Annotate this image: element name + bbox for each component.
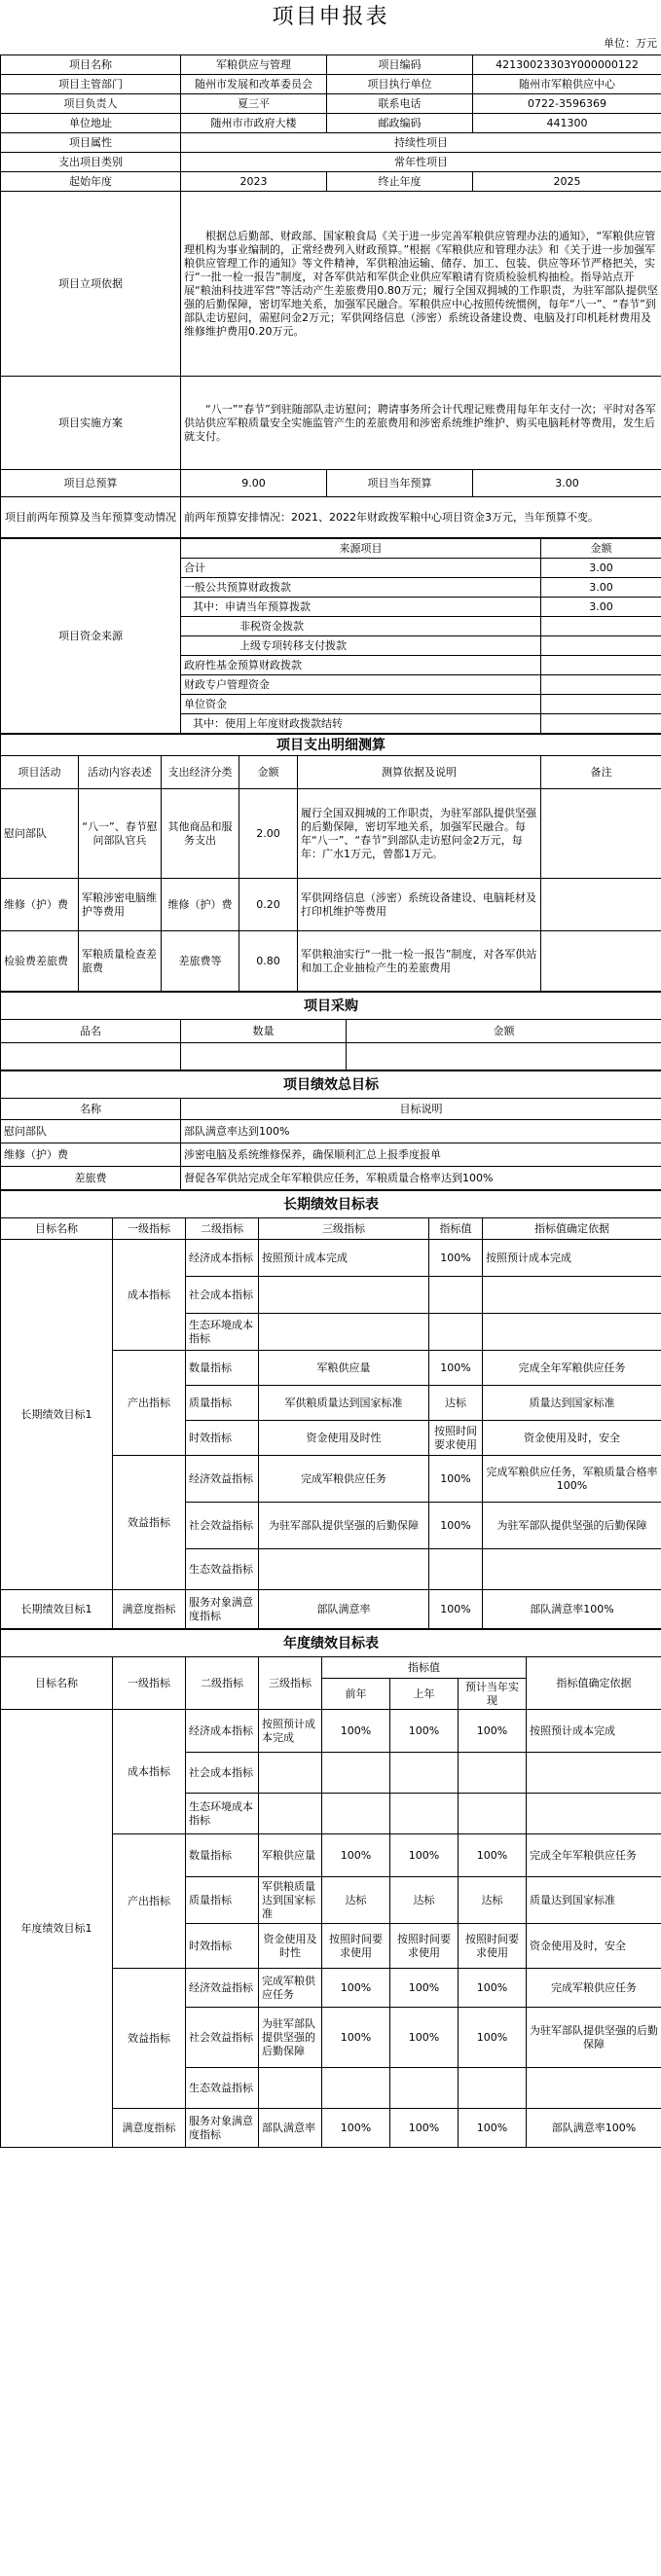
level3-indicator: 为驻军部队提供坚强的后勤保障 xyxy=(259,1503,429,1549)
table-row xyxy=(1,94,661,114)
section-title: 长期绩效目标表 xyxy=(1,1191,661,1218)
level2-indicator: 服务对象满意度指标 xyxy=(186,2109,259,2148)
expense-activity: 检验费差旅费 xyxy=(1,931,79,992)
fund-amount xyxy=(541,714,661,734)
level2-indicator: 时效指标 xyxy=(186,1924,259,1969)
indicator-value: 100% xyxy=(429,1456,483,1503)
expense-desc: 军粮质量检查差旅费 xyxy=(79,931,162,992)
value-cell: 2023 xyxy=(181,172,327,192)
level1-indicator: 产出指标 xyxy=(113,1351,186,1456)
section-title: 项目绩效总目标 xyxy=(1,1071,661,1099)
fund-source: 非税资金拨款 xyxy=(181,617,541,636)
plan-text: “八一”“春节”到驻随部队走访慰问；聘请事务所会计代理记账费用每年年支付一次；平时对各军供站供应军粮质量安全实施监管产生的差旅费用和涉密系统维护维护、购买电脑耗材等费用，发生后就支付。 xyxy=(181,377,661,470)
fund-source: 合计 xyxy=(181,559,541,578)
level2-indicator: 社会效益指标 xyxy=(186,2008,259,2068)
fund-amount xyxy=(541,617,661,636)
table-row xyxy=(1,1143,661,1167)
expense-amount: 0.20 xyxy=(239,879,298,931)
level3-indicator: 完成军粮供应任务 xyxy=(259,1456,429,1503)
fund-source: 一般公共预算财政拨款 xyxy=(181,578,541,598)
level2-indicator: 社会成本指标 xyxy=(186,1277,259,1314)
table-row xyxy=(1,55,661,75)
fund-amount xyxy=(541,695,661,714)
expense-amount: 2.00 xyxy=(239,789,298,879)
column-header: 活动内容表述 xyxy=(79,756,162,789)
level2-indicator: 社会成本指标 xyxy=(186,1753,259,1794)
goal-name: 维修（护）费 xyxy=(1,1143,181,1167)
level3-indicator xyxy=(259,1549,429,1590)
section-title: 项目支出明细测算 xyxy=(1,735,661,756)
label-cell: 联系电话 xyxy=(327,94,473,114)
table-row xyxy=(1,993,661,1020)
label-cell: 项目执行单位 xyxy=(327,75,473,94)
column-header: 一级指标 xyxy=(113,1218,186,1240)
indicator-basis: 质量达到国家标准 xyxy=(527,1877,661,1924)
column-header: 指标值 xyxy=(429,1218,483,1240)
long-term-table xyxy=(0,1190,661,1629)
level2-indicator: 经济效益指标 xyxy=(186,1969,259,2008)
expense-activity: 慰问部队 xyxy=(1,789,79,879)
column-header: 金额 xyxy=(541,539,661,559)
table-row xyxy=(1,1218,661,1240)
fund-source: 单位资金 xyxy=(181,695,541,714)
label-cell: 项目主管部门 xyxy=(1,75,181,94)
expense-table xyxy=(0,734,661,992)
level3-indicator: 军粮供应量 xyxy=(259,1351,429,1386)
level1-indicator: 成本指标 xyxy=(113,1710,186,1834)
column-header: 来源项目 xyxy=(181,539,541,559)
purchase-cell xyxy=(181,1043,347,1070)
level1-indicator: 成本指标 xyxy=(113,1240,186,1351)
level2-indicator: 数量指标 xyxy=(186,1834,259,1877)
label-cell: 项目总预算 xyxy=(1,470,181,497)
prev1-value: 达标 xyxy=(390,1877,459,1924)
table-row xyxy=(1,497,661,538)
indicator-value: 100% xyxy=(429,1351,483,1386)
table-row xyxy=(1,470,661,497)
prev2-value xyxy=(322,1753,390,1794)
expense-desc: “八一”、春节慰问部队官兵 xyxy=(79,789,162,879)
indicator-basis: 完成军粮供应任务，军粮质量合格率100% xyxy=(483,1456,661,1503)
page-title: 项目申报表 xyxy=(272,5,389,29)
current-value xyxy=(459,2068,527,2109)
goal-desc: 督促各军供站完成全年军粮供应任务，军粮质量合格率达到100% xyxy=(181,1167,661,1190)
indicator-basis: 完成军粮供应任务 xyxy=(527,1969,661,2008)
label-cell: 项目前两年预算及当年预算变动情况 xyxy=(1,497,181,538)
column-header: 测算依据及说明 xyxy=(298,756,541,789)
level3-indicator: 部队满意率 xyxy=(259,1590,429,1629)
level3-indicator xyxy=(259,1794,322,1834)
table-row xyxy=(1,1240,661,1277)
expense-desc: 军粮涉密电脑维护等费用 xyxy=(79,879,162,931)
expense-note xyxy=(541,789,661,879)
prev1-value xyxy=(390,2068,459,2109)
column-header: 一级指标 xyxy=(113,1657,186,1710)
level3-indicator xyxy=(259,2068,322,2109)
fund-amount xyxy=(541,675,661,695)
value-cell: 441300 xyxy=(473,114,661,133)
prev1-value xyxy=(390,1753,459,1794)
section-title: 项目采购 xyxy=(1,993,661,1020)
current-value: 100% xyxy=(459,1834,527,1877)
table-row xyxy=(1,1657,661,1679)
table-row xyxy=(1,931,661,992)
table-row xyxy=(1,1590,661,1629)
column-header: 备注 xyxy=(541,756,661,789)
level2-indicator: 经济成本指标 xyxy=(186,1240,259,1277)
value-cell: 随州市军粮供应中心 xyxy=(473,75,661,94)
label-cell: 支出项目类别 xyxy=(1,153,181,172)
table-row xyxy=(1,114,661,133)
column-header: 品名 xyxy=(1,1020,181,1043)
column-header: 金额 xyxy=(347,1020,661,1043)
indicator-value: 达标 xyxy=(429,1386,483,1421)
goal-name: 慰问部队 xyxy=(1,1120,181,1143)
table-row xyxy=(1,1099,661,1120)
goal-table xyxy=(0,1070,661,1190)
label-cell: 项目属性 xyxy=(1,133,181,153)
purchase-cell xyxy=(1,1043,181,1070)
fund-amount: 3.00 xyxy=(541,598,661,617)
table-row xyxy=(1,377,661,470)
column-header: 三级指标 xyxy=(259,1218,429,1240)
level2-indicator: 生态效益指标 xyxy=(186,2068,259,2109)
current-value: 100% xyxy=(459,2008,527,2068)
annual-table xyxy=(0,1629,661,2148)
indicator-basis: 部队满意率100% xyxy=(527,2109,661,2148)
fund-amount: 3.00 xyxy=(541,559,661,578)
expense-amount: 0.80 xyxy=(239,931,298,992)
expense-basis: 履行全国双拥城的工作职责，为驻军部队提供坚强的后勤保障，密切军地关系，加强军民融合。每年“八一”、“春节”到部队走访慰问金2万元，每年：广水1万元，曾都1万元。 xyxy=(298,789,541,879)
level1-indicator: 效益指标 xyxy=(113,1969,186,2109)
indicator-basis: 完成全年军粮供应任务 xyxy=(527,1834,661,1877)
prev2-value xyxy=(322,1794,390,1834)
goal-name: 差旅费 xyxy=(1,1167,181,1190)
level3-indicator: 完成军粮供应任务 xyxy=(259,1969,322,2008)
column-header: 指标值确定依据 xyxy=(483,1218,661,1240)
table-row xyxy=(1,789,661,879)
fund-source: 其中：申请当年预算拨款 xyxy=(181,598,541,617)
level2-indicator: 经济成本指标 xyxy=(186,1710,259,1753)
column-header: 指标值 xyxy=(322,1657,527,1679)
indicator-value xyxy=(429,1277,483,1314)
level3-indicator: 按照预计成本完成 xyxy=(259,1710,322,1753)
column-header: 目标说明 xyxy=(181,1099,661,1120)
table-row xyxy=(1,1630,661,1657)
level2-indicator: 生态环境成本指标 xyxy=(186,1794,259,1834)
level3-indicator xyxy=(259,1314,429,1351)
level3-indicator xyxy=(259,1753,322,1794)
level2-indicator: 质量指标 xyxy=(186,1386,259,1421)
prev2-value xyxy=(322,2068,390,2109)
level3-indicator: 按照预计成本完成 xyxy=(259,1240,429,1277)
level3-indicator: 军粮供应量 xyxy=(259,1834,322,1877)
expense-basis: 军供网络信息（涉密）系统设备建设、电脑耗材及打印机维护等费用 xyxy=(298,879,541,931)
level3-indicator: 军供粮质量达到国家标准 xyxy=(259,1386,429,1421)
level2-indicator: 生态效益指标 xyxy=(186,1549,259,1590)
label-cell: 单位地址 xyxy=(1,114,181,133)
table-row xyxy=(1,756,661,789)
prev1-value: 100% xyxy=(390,1969,459,2008)
fund-amount xyxy=(541,656,661,675)
basic-info-table xyxy=(0,54,661,538)
indicator-basis: 资金使用及时，安全 xyxy=(527,1924,661,1969)
column-header: 支出经济分类 xyxy=(162,756,239,789)
basis-text: 根据总后勤部、财政部、国家粮食局《关于进一步完善军粮供应管理办法的通知》，“军粮供应管理机构为事业编制的，正常经费列入财政预算。”根据《军粮供应和管理办法》和《关于进一步加强军粮供应管理工作的通知》等文件精神，军供粮油运输、储存、加工、包装、供应等环节严格把关，实行“一批一检一报告”制度，对各军供站和军供企业供应军粮请有资质检验机构抽检。指导站点开展“粮油科技进军营”等活动产生差旅费用0.80万元；履行全国双拥城的工作职责，为驻军部队提供坚强的后勤保障，密切军地关系，加强军民融合。军粮供应中心按照传统惯例，每年“八一”、“春节”到部队走访慰问，需慰问金2万元；军供网络信息（涉密）系统设备建设费、电脑及打印机耗材费用及维修维护费用0.20万元。 xyxy=(181,192,661,377)
label-cell: 终止年度 xyxy=(327,172,473,192)
level2-indicator: 社会效益指标 xyxy=(186,1503,259,1549)
current-value xyxy=(459,1794,527,1834)
label-cell: 起始年度 xyxy=(1,172,181,192)
level1-indicator: 满意度指标 xyxy=(113,2109,186,2148)
prev1-value: 100% xyxy=(390,1710,459,1753)
table-row xyxy=(1,1710,661,1753)
column-header: 名称 xyxy=(1,1099,181,1120)
column-header: 预计当年实现 xyxy=(459,1679,527,1710)
level3-indicator: 为驻军部队提供坚强的后勤保障 xyxy=(259,2008,322,2068)
indicator-basis xyxy=(527,1753,661,1794)
level1-indicator: 效益指标 xyxy=(113,1456,186,1590)
label-cell: 邮政编码 xyxy=(327,114,473,133)
column-header: 二级指标 xyxy=(186,1218,259,1240)
expense-note xyxy=(541,879,661,931)
indicator-basis xyxy=(483,1277,661,1314)
prev2-value: 100% xyxy=(322,1834,390,1877)
target-name: 长期绩效目标1 xyxy=(1,1240,113,1590)
current-value xyxy=(459,1753,527,1794)
level1-indicator: 产出指标 xyxy=(113,1834,186,1969)
level2-indicator: 数量指标 xyxy=(186,1351,259,1386)
current-value: 100% xyxy=(459,1969,527,2008)
label-cell: 项目资金来源 xyxy=(1,539,181,734)
value-cell: 2025 xyxy=(473,172,661,192)
indicator-basis: 为驻军部队提供坚强的后勤保障 xyxy=(527,2008,661,2068)
table-row xyxy=(1,172,661,192)
table-row xyxy=(1,1120,661,1143)
section-title: 年度绩效目标表 xyxy=(1,1630,661,1657)
indicator-basis xyxy=(527,2068,661,2109)
column-header: 二级指标 xyxy=(186,1657,259,1710)
level3-indicator: 部队满意率 xyxy=(259,2109,322,2148)
label-cell: 项目负责人 xyxy=(1,94,181,114)
column-header: 数量 xyxy=(181,1020,347,1043)
expense-class: 差旅费等 xyxy=(162,931,239,992)
indicator-basis xyxy=(483,1314,661,1351)
column-header: 三级指标 xyxy=(259,1657,322,1710)
table-row xyxy=(1,153,661,172)
column-header: 目标名称 xyxy=(1,1657,113,1710)
label-cell: 项目立项依据 xyxy=(1,192,181,377)
prev1-value: 按照时间要求使用 xyxy=(390,1924,459,1969)
prev2-value: 100% xyxy=(322,1710,390,1753)
value-cell: 持续性项目 xyxy=(181,133,661,153)
indicator-basis xyxy=(527,1794,661,1834)
prev1-value xyxy=(390,1794,459,1834)
expense-class: 其他商品和服务支出 xyxy=(162,789,239,879)
column-header: 目标名称 xyxy=(1,1218,113,1240)
target-name: 长期绩效目标1 xyxy=(1,1590,113,1629)
expense-note xyxy=(541,931,661,992)
indicator-basis: 按照预计成本完成 xyxy=(483,1240,661,1277)
table-row xyxy=(1,539,661,559)
target-name: 年度绩效目标1 xyxy=(1,1710,113,2148)
indicator-value: 100% xyxy=(429,1590,483,1629)
level2-indicator: 生态环境成本指标 xyxy=(186,1314,259,1351)
value-cell: 9.00 xyxy=(181,470,327,497)
prev2-value: 100% xyxy=(322,2008,390,2068)
indicator-basis: 为驻军部队提供坚强的后勤保障 xyxy=(483,1503,661,1549)
expense-class: 维修（护）费 xyxy=(162,879,239,931)
current-value: 100% xyxy=(459,2109,527,2148)
goal-desc: 涉密电脑及系统维修保养，确保顺利汇总上报季度报单 xyxy=(181,1143,661,1167)
table-row xyxy=(1,1191,661,1218)
current-value: 按照时间要求使用 xyxy=(459,1924,527,1969)
level3-indicator xyxy=(259,1277,429,1314)
level3-indicator: 资金使用及时性 xyxy=(259,1924,322,1969)
column-header: 前年 xyxy=(322,1679,390,1710)
table-row xyxy=(1,75,661,94)
column-header: 指标值确定依据 xyxy=(527,1657,661,1710)
indicator-value: 100% xyxy=(429,1503,483,1549)
value-cell: 夏三平 xyxy=(181,94,327,114)
expense-activity: 维修（护）费 xyxy=(1,879,79,931)
table-row xyxy=(1,1043,661,1070)
indicator-basis: 资金使用及时，安全 xyxy=(483,1421,661,1456)
indicator-basis: 完成全年军粮供应任务 xyxy=(483,1351,661,1386)
indicator-value xyxy=(429,1549,483,1590)
table-row xyxy=(1,1020,661,1043)
funds-table xyxy=(0,538,661,734)
value-cell: 常年性项目 xyxy=(181,153,661,172)
level1-indicator: 满意度指标 xyxy=(113,1590,186,1629)
value-cell: 随州市发展和改革委员会 xyxy=(181,75,327,94)
level3-indicator: 资金使用及时性 xyxy=(259,1421,429,1456)
column-header: 上年 xyxy=(390,1679,459,1710)
prev2-value: 达标 xyxy=(322,1877,390,1924)
purchase-table xyxy=(0,992,661,1070)
fund-amount xyxy=(541,636,661,656)
expense-basis: 军供粮油实行“一批一检一报告”制度，对各军供站和加工企业抽检产生的差旅费用 xyxy=(298,931,541,992)
prev2-value: 100% xyxy=(322,1969,390,2008)
value-cell: 3.00 xyxy=(473,470,661,497)
label-cell: 项目编码 xyxy=(327,55,473,75)
level3-indicator: 军供粮质量达到国家标准 xyxy=(259,1877,322,1924)
value-cell: 军粮供应与管理 xyxy=(181,55,327,75)
unit-label: 单位：万元 xyxy=(604,37,657,50)
value-cell: 42130023303Y000000122 xyxy=(473,55,661,75)
goal-desc: 部队满意率达到100% xyxy=(181,1120,661,1143)
indicator-basis: 按照预计成本完成 xyxy=(527,1710,661,1753)
prev1-value: 100% xyxy=(390,2008,459,2068)
indicator-basis: 质量达到国家标准 xyxy=(483,1386,661,1421)
fund-amount: 3.00 xyxy=(541,578,661,598)
table-row xyxy=(1,879,661,931)
purchase-cell xyxy=(347,1043,661,1070)
column-header: 项目活动 xyxy=(1,756,79,789)
prev1-value: 100% xyxy=(390,2109,459,2148)
current-value: 达标 xyxy=(459,1877,527,1924)
level2-indicator: 服务对象满意度指标 xyxy=(186,1590,259,1629)
fund-source: 其中：使用上年度财政拨款结转 xyxy=(181,714,541,734)
fund-source: 上级专项转移支付拨款 xyxy=(181,636,541,656)
prev2-value: 按照时间要求使用 xyxy=(322,1924,390,1969)
label-cell: 项目当年预算 xyxy=(327,470,473,497)
value-cell: 前两年预算安排情况：2021、2022年财政拨军粮中心项目资金3万元，当年预算不变。 xyxy=(181,497,661,538)
value-cell: 随州市市政府大楼 xyxy=(181,114,327,133)
prev2-value: 100% xyxy=(322,2109,390,2148)
current-value: 100% xyxy=(459,1710,527,1753)
table-row xyxy=(1,133,661,153)
label-cell: 项目名称 xyxy=(1,55,181,75)
table-row xyxy=(1,192,661,377)
indicator-basis xyxy=(483,1549,661,1590)
prev1-value: 100% xyxy=(390,1834,459,1877)
level2-indicator: 经济效益指标 xyxy=(186,1456,259,1503)
column-header: 金额 xyxy=(239,756,298,789)
level2-indicator: 质量指标 xyxy=(186,1877,259,1924)
table-row xyxy=(1,735,661,756)
indicator-value: 按照时间要求使用 xyxy=(429,1421,483,1456)
value-cell: 0722-3596369 xyxy=(473,94,661,114)
table-row xyxy=(1,1167,661,1190)
indicator-value xyxy=(429,1314,483,1351)
fund-source: 财政专户管理资金 xyxy=(181,675,541,695)
indicator-value: 100% xyxy=(429,1240,483,1277)
label-cell: 项目实施方案 xyxy=(1,377,181,470)
level2-indicator: 时效指标 xyxy=(186,1421,259,1456)
table-row xyxy=(1,1071,661,1099)
fund-source: 政府性基金预算财政拨款 xyxy=(181,656,541,675)
indicator-basis: 部队满意率100% xyxy=(483,1590,661,1629)
